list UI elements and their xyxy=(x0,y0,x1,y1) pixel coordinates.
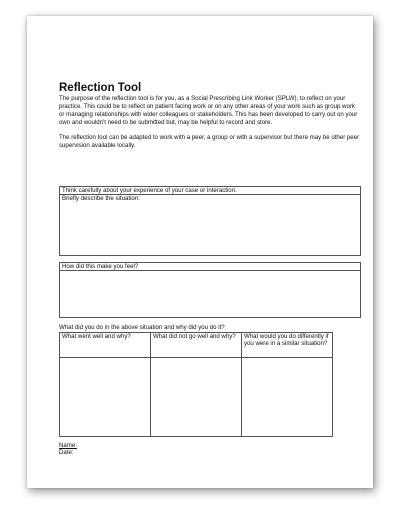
describe-situation-header: Think carefully about your experience of your case or interaction. xyxy=(60,187,360,195)
intro-paragraph: The purpose of the reflection tool is for you, as a Social Prescribing Link Worker (SPLW), to reflect on your practice. This could be to reflect on patient facing work or on any other areas of your work such as group work or managing relationships with wider colleagues or stakeholders. This has been developed to carry out on your own and wouldn't need to be submitted but, may be helpful to record and store. xyxy=(59,95,358,126)
page-title: Reflection Tool xyxy=(59,82,142,94)
feelings-box[interactable] xyxy=(59,262,361,318)
signature-block xyxy=(59,442,77,457)
reflection-table xyxy=(59,332,333,437)
describe-situation-box[interactable] xyxy=(59,186,361,256)
feelings-header: How did this make you feel? xyxy=(60,263,360,271)
document-page xyxy=(27,16,373,488)
actions-question: What did you do in the above situation and why did you do it? xyxy=(59,324,225,331)
describe-situation-prompt: Briefly describe the situation: xyxy=(62,195,140,203)
date-label: Date: xyxy=(59,449,74,457)
differently-header: What would you do differently if you were in a similar situation? xyxy=(242,333,332,358)
document-content xyxy=(59,82,361,457)
not-well-column[interactable] xyxy=(151,333,242,436)
name-label: Name: xyxy=(59,442,77,449)
went-well-column[interactable] xyxy=(60,333,151,436)
intro-paragraph-2: The reflection tool can be adapted to work with a peer, a group or with a supervisor but there may be other peer supervision available locally. xyxy=(59,133,360,149)
went-well-header: What went well and why? xyxy=(60,333,150,358)
differently-column[interactable] xyxy=(242,333,332,436)
not-well-header: What did not go well and why? xyxy=(151,333,241,358)
